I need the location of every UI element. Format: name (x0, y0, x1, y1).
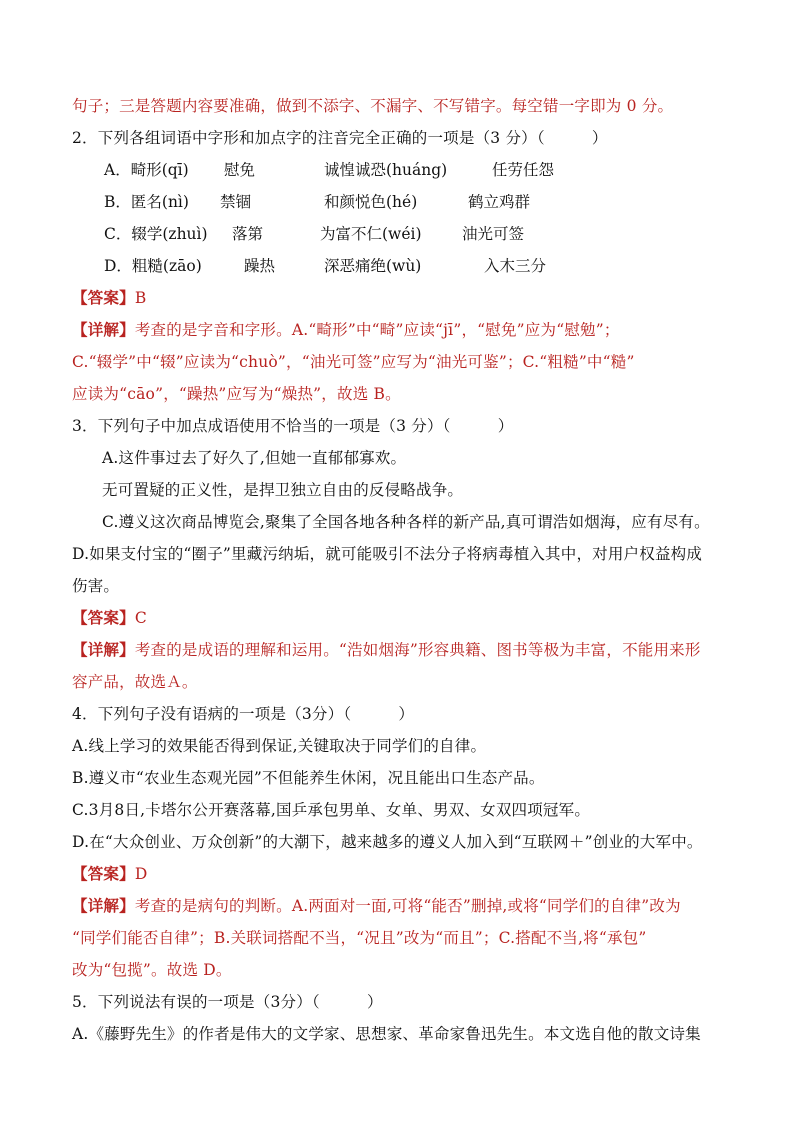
q2-option-b-word4: 鹤立鸡群 (468, 193, 531, 211)
q3-line-4: D.如果支付宝的“圈子”里藏污纳垢，就可能吸引不法分子将病毒植入其中，对用户权益构成 (72, 545, 703, 563)
q4-detail-line-1 (72, 896, 681, 916)
q4-detail-line-3: 改为“包揽”。故选 D。 (72, 961, 232, 979)
q2-option-b-label: B．匿名(nì) (104, 193, 189, 211)
q3-line-2: 无可置疑的正义性，是捍卫独立自由的反侵略战争。 (102, 481, 464, 499)
q3-stem: 3．下列句子中加点成语使用不恰当的一项是（3 分）（ ） (72, 417, 514, 435)
q2-option-c-word3: 为富不仁(wéi) (320, 225, 422, 243)
q3-detail-tag: 【详解】 (72, 640, 135, 659)
q2-option-d-word4: 入木三分 (484, 257, 547, 275)
q2-option-d-label: D．粗糙(zāo) (104, 257, 202, 275)
q3-answer-line (72, 608, 147, 628)
q5-line-1: A.《藤野先生》的作者是伟大的文学家、思想家、革命家鲁迅先生。本文选自他的散文诗集 (72, 1025, 701, 1043)
q2-stem: 2．下列各组词语中字形和加点字的注音完全正确的一项是（3 分）（ ） (72, 129, 608, 147)
q4-detail-text-1: 考查的是病句的判断。A.两面对一面,可将“能否”删掉,或将“同学们的自律”改为 (134, 897, 681, 915)
q2-option-a-label: A．畸形(qī) (104, 161, 189, 179)
q2-answer-tag: 【答案】 (72, 288, 135, 307)
q4-line-3: C.3月8日,卡塔尔公开赛落幕,国乒承包男单、女单、男双、女双四项冠军。 (72, 801, 591, 819)
q3-line-5: 伤害。 (72, 577, 120, 595)
q2-option-d-word3: 深恶痛绝(wù) (324, 257, 422, 275)
q4-answer-line (72, 864, 147, 884)
q4-detail-line-2: “同学们能否自律”；B.关联词搭配不当，“况且”改为“而且”；C.搭配不当,将“承包” (72, 929, 647, 947)
q2-answer-value: B (134, 289, 147, 307)
q2-option-c-word2: 落第 (232, 225, 264, 243)
q2-option-a-word3: 诚惶诚恐(huáng) (324, 161, 448, 179)
q2-option-c-label: C．辍学(zhuì) (104, 225, 208, 243)
q4-detail-tag: 【详解】 (72, 896, 135, 915)
q2-detail-line-2: C.“辍学”中“辍”应读为“chuò”，“油光可签”应写为“油光可鉴”；C.“粗糙”中“糙” (72, 353, 635, 371)
q2-option-b-word3: 和颜悦色(hé) (324, 193, 418, 211)
q2-option-a-word4: 任劳任怨 (492, 161, 555, 179)
q3-line-3: C.遵义这次商品博览会,聚集了全国各地各种各样的新产品,真可谓浩如烟海，应有尽有。 (102, 513, 710, 531)
q4-line-4: D.在“大众创业、万众创新”的大潮下，越来越多的遵义人加入到“互联网＋”创业的大军中。 (72, 833, 703, 851)
q3-answer-tag: 【答案】 (72, 608, 135, 627)
q2-option-b-word2: 禁锢 (220, 193, 252, 211)
q4-stem: 4．下列句子没有语病的一项是（3分）（ ） (72, 705, 415, 723)
q2-detail-tag: 【详解】 (72, 320, 135, 339)
q2-option-c-word4: 油光可签 (462, 225, 525, 243)
q3-answer-value: C (134, 609, 147, 627)
intro-line: 句子；三是答题内容要准确，做到不添字、不漏字、不写错字。每空错一字即为 0 分。 (72, 97, 674, 115)
q4-answer-value: D (134, 865, 148, 883)
q2-detail-text-1: 考查的是字音和字形。A.“畸形”中“畸”应读“jī”，“慰免”应为“慰勉”； (134, 321, 620, 339)
q2-detail-line-3: 应读为“cāo”，“躁热”应写为“燥热”，故选 B。 (72, 385, 401, 403)
q3-detail-text-1: 考查的是成语的理解和运用。“浩如烟海”形容典籍、图书等极为丰富，不能用来形 (134, 641, 701, 659)
q2-option-d-word2: 躁热 (244, 257, 276, 275)
q3-line-1: A.这件事过去了好久了,但她一直郁郁寡欢。 (102, 449, 407, 467)
q3-detail-line-1 (72, 640, 701, 660)
q4-answer-tag: 【答案】 (72, 864, 135, 883)
q3-detail-line-2: 容产品，故选Ａ。 (72, 673, 198, 691)
q4-line-2: B.遵义市“农业生态观光园”不但能养生休闲，况且能出口生态产品。 (72, 769, 545, 787)
q2-option-a-word2: 慰免 (224, 161, 256, 179)
q2-detail-line-1 (72, 320, 620, 340)
q5-stem: 5．下列说法有误的一项是（3分）（ ） (72, 993, 383, 1011)
q4-line-1: A.线上学习的效果能否得到保证,关键取决于同学们的自律。 (72, 737, 487, 755)
q2-answer-line (72, 288, 146, 308)
